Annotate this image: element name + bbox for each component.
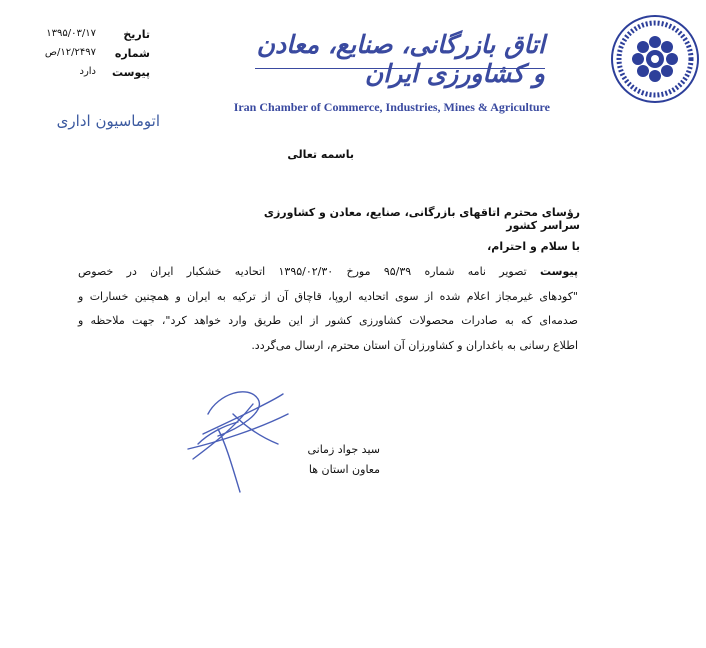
- letter-body: [78, 260, 578, 358]
- automation-stamp: اتوماسیون اداری: [56, 112, 160, 130]
- date-value: ۱۳۹۵/۰۳/۱۷: [46, 28, 96, 39]
- attachment-row: [20, 66, 150, 79]
- greeting: با سلام و احترام،: [487, 240, 580, 253]
- number-value: ۱۲/۲۴۹۷/ص: [44, 47, 96, 58]
- addressee: رؤسای محترم اتاقهای بازرگانی، صنایع، معادن و کشاورزی سراسر کشور: [263, 206, 580, 232]
- attachment-label: پیوست: [112, 66, 150, 79]
- body-lead-word: پیوست: [540, 265, 579, 278]
- attachment-value: دارد: [79, 66, 96, 77]
- body-line-4: اطلاع رسانی به باغداران و کشاورزان آن استان محترم، ارسال می‌گردد.: [251, 338, 578, 352]
- body-line-3: صدمه‌ای که به صادرات محصولات کشاورزی کشور از این طریق وارد خواهد کرد"، جهت ملاحظه و: [78, 314, 578, 327]
- header-divider: [255, 68, 545, 69]
- signer-title: معاون استان ها: [308, 463, 380, 476]
- body-line-2: "کودهای غیرمجاز اعلام شده از سوی اتحادیه اروپا، قاچاق آن از ترکیه به ایران و همچنین خسارات و: [78, 289, 578, 303]
- number-label: شماره: [114, 47, 150, 60]
- signer-block: [250, 440, 380, 480]
- chamber-name-english: Iran Chamber of Commerce, Industries, Mines & Agriculture: [233, 100, 550, 114]
- letter-meta: [20, 28, 150, 85]
- body-line-1: [78, 260, 578, 285]
- signer-name: سید جواد زمانی: [307, 443, 380, 456]
- chamber-logo-icon: [610, 14, 700, 104]
- date-label: تاریخ: [123, 28, 150, 41]
- body-line-1-text: تصویر نامه شماره ۹۵/۳۹ مورخ ۱۳۹۵/۰۲/۳۰ اتحادیه خشکبار ایران در خصوص: [78, 265, 541, 278]
- bismillah: باسمه تعالی: [287, 148, 354, 161]
- date-row: [20, 28, 150, 41]
- chamber-name-persian: اتاق بازرگانی، صنایع، معادن و کشاورزی ایران: [256, 30, 545, 88]
- number-row: [20, 47, 150, 60]
